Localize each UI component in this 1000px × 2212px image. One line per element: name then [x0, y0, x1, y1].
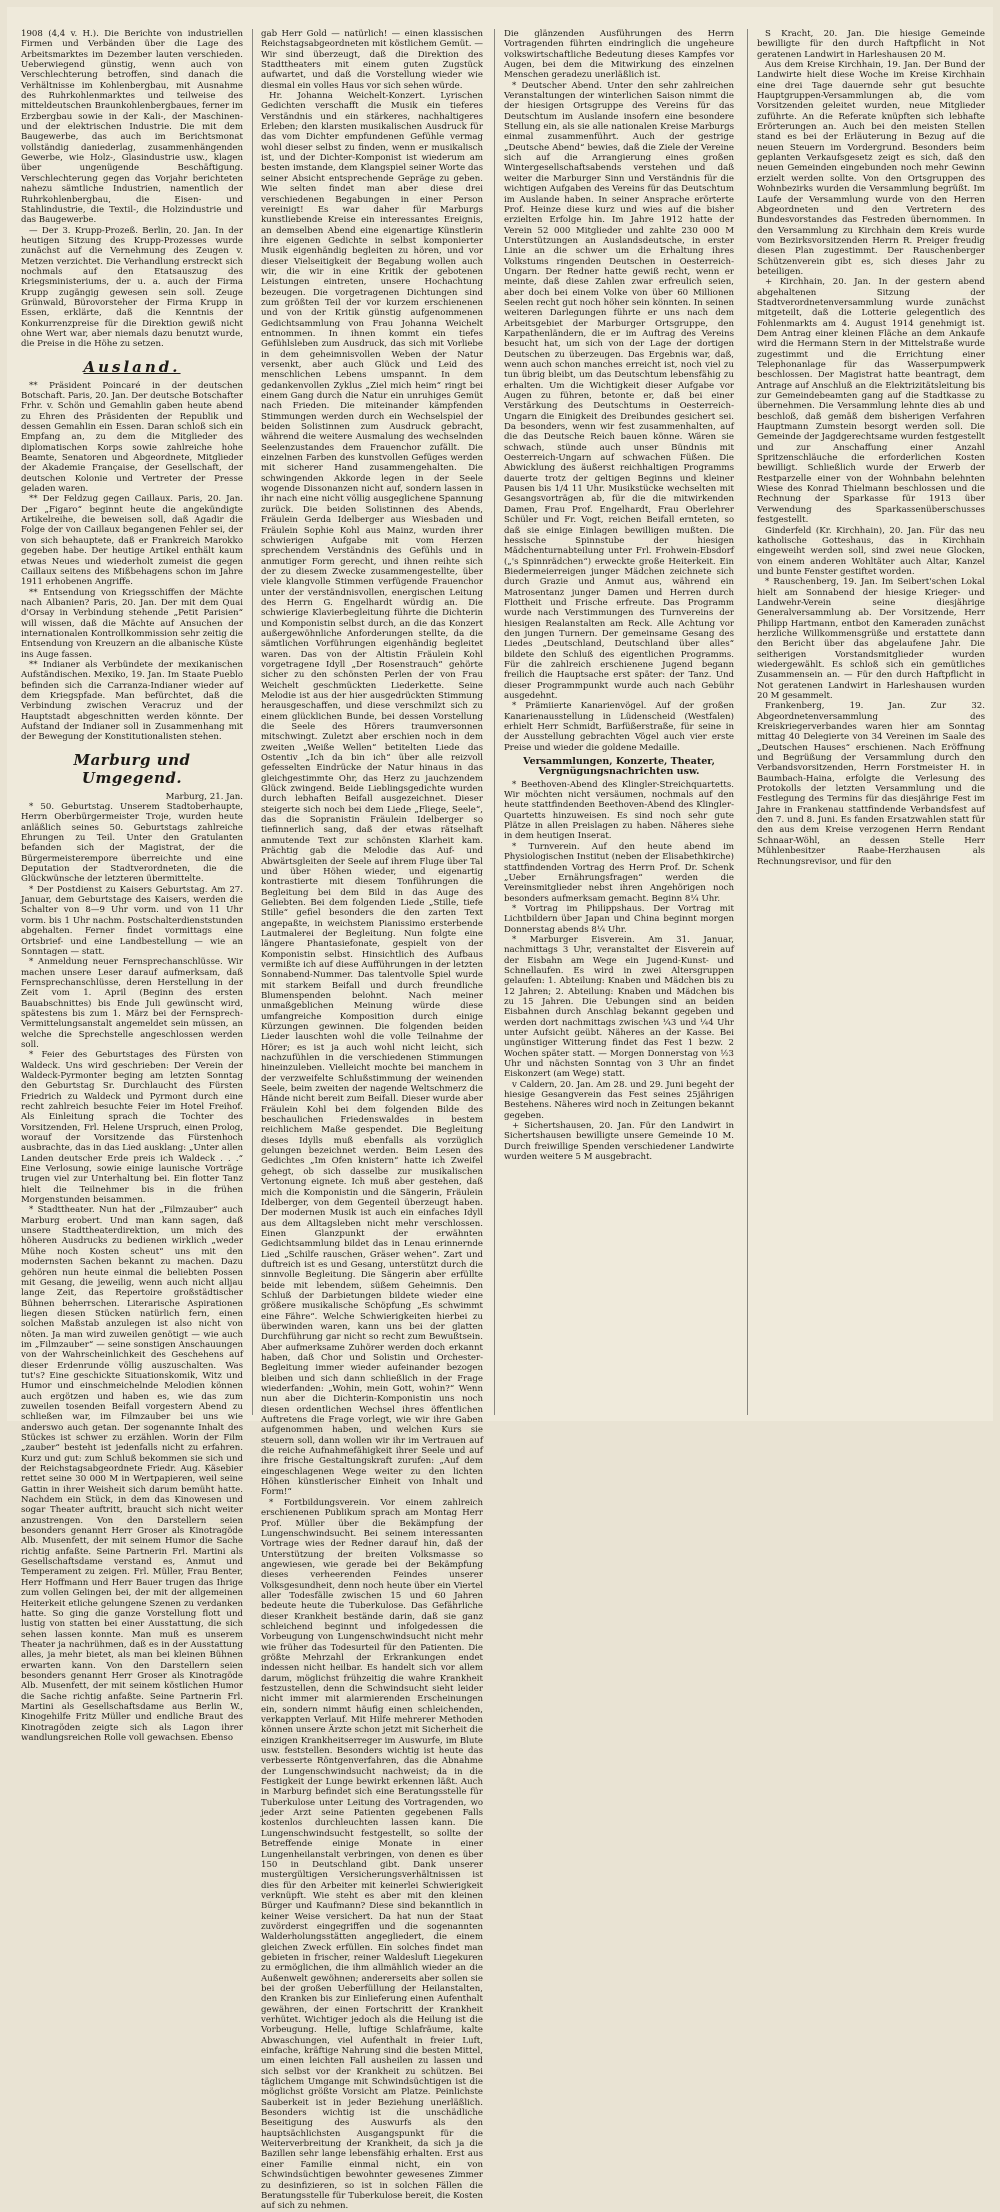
column-rule: [747, 29, 748, 1415]
column-2: [261, 29, 483, 2212]
article-fernsprech: * Anmeldung neuer Fernsprechanschlüsse. Wir machen unsere Leser darauf aufmerksam, daß Fernsprechanschlüsse, deren Herstellung in der Zeit vom 1. April (Beginn des ersten Bauabschnittes) bis Ende Juli gewünscht wird, spätestens bis zum 1. März bei der Fernsprech-Vermittelungsanstalt angemeldet sein müssen, an welche die Sprechstelle angeschlossen werden soll.: [21, 957, 243, 1050]
article-kracht: S Kracht, 20. Jan. Die hiesige Gemeinde bewilligte für den durch Haftpflicht in Not geratenen Landwirt in Harleshausen 20 M.: [757, 29, 985, 60]
article-caldern: v Caldern, 20. Jan. Am 28. und 29. Juni begeht der hiesige Gesangverein das Fest seines 25jährigen Bestehens. Näheres wird noch in Zeitungen bekannt gegeben.: [504, 1079, 734, 1121]
article-kanarienvoegel: * Prämiierte Kanarienvögel. Auf der großen Kanarienausstellung in Lüdenscheid (Westfalen) erhielt Herr Schmidt, Barfüßerstraße, für seine in der Ausstellung gebrachten Vögel auch vier erste Preise und wieder die goldene Medaille.: [504, 701, 734, 753]
article-geburtstag: * 50. Geburtstag. Unserem Stadtoberhaupte, Herrn Oberbürgermeister Troje, wurden heute anläßlich seines 50. Geburtstags zahlreiche Ehrungen zu Teil. Unter den Gratulanten befanden sich der Magistrat, der die Bürgermeisterempore überreichte und eine Deputation der Stadtverordneten, die die Glückwünsche der letzteren übermittelte.: [21, 802, 243, 885]
article-postdienst: * Der Postdienst zu Kaisers Geburtstag. Am 27. Januar, dem Geburtstage des Kaisers, werden die Schalter von 8—9 Uhr vorm. und von 11 Uhr vorm. bis 1 Uhr nachm. Postschalterdienststunden abgehalten. Ferner findet vormittags eine Ortsbrief- und eine Landbestellung — wie an Sonntagen — statt.: [21, 884, 243, 957]
article-fortbildungsverein: * Fortbildungsverein. Vor einem zahlreich erschienenen Publikum sprach am Montag Herr Prof. Müller über die Bekämpfung der Lungenschwindsucht. Bei seinem interessanten Vortrage wies der Redner darauf hin, daß der Unterstützung der breiten Volksmasse so angewiesen, wie gerade bei der Bekämpfung dieses verheerenden Feindes unserer Volksgesundheit, denn noch heute über ein Viertel aller Todesfälle zwischen 15 und 60 Jahren bedeute heute die Tuberkulose. Das Gefährliche dieser Krankheit bestände darin, daß sie ganz schleichend beginnt und infolgedessen die Vorbeugung von Lungenschwindsucht nicht mehr wie früher das Todesurteil für den Patienten. Die größte Mehrzahl der Erkrankungen endet indessen nicht heilbar. Es handelt sich vor allem darum, möglichst frühzeitig die wahre Krankheit festzustellen, denn die Schwindsucht sieht leider nicht immer mit alarmierenden Erscheinungen ein, sondern nimmt häufig einen schleichenden, verkappten Verlauf. Mit Hilfe mehrerer Methoden können unsere Ärzte schon jetzt mit Sicherheit die einzigen Krankheitserreger im Auswurfe, im Blute usw. feststellen. Besonders wichtig ist heute das verbesserte Röntgenverfahren, das die Abnahme der Lungenschwindsucht nachweist; da in die Festigkeit der Lunge bewirkt erkennen läßt. Auch in Marburg befindet sich eine Beratungsstelle für Tuberkulose unter Leitung des Vortragenden, wo jeder Arzt seine Patienten gegebenen Falls kostenlos durchleuchten lassen kann. Die Lungenschwindsucht festgestellt, so sollte der Betreffende einige Monate in einer Lungenheilanstalt verbringen, von denen es über 150 in Deutschland gibt. Dank unserer mustergültigen Versicherungsverhältnissen ist dies für den Arbeiter mit keinerlei Schwierigkeit verknüpft. Wie steht es aber mit den kleinen Bürger und Kaufmann? Diese sind bekanntlich in keiner Weise versichert. Da hat nun der Staat zuvörderst eingegriffen und die sogenannten Walderholungsstätten angegliedert, die einem gleichen Zweck erfüllen. Ein solches findet man gebieten in frischer, reiner Waldesluft Liegekuren zu ermöglichen, die ihm allmählich wieder an die Außenwelt gewöhnen; andererseits aber sollen sie bei der großen Ueberfüllung der Heilanstalten, den Kranken bis zur Einlieferung einen Aufenthalt gewähren, der einen Fortschritt der Krankheit verhütet. Wichtiger jedoch als die Heilung ist die Vorbeugung. Helle, luftige Schlafräume, kalte Abwaschungen, viel Aufenthalt in freier Luft, einfache, kräftige Nahrung sind die besten Mittel, um einen leichten Fall ausheilen zu lassen und sich selbst vor der Krankheit zu schützen. Bei täglichem Umgange mit Schwindsüchtigen ist die möglichst größte Vorsicht am Platze. Peinlichste Sauberkeit ist in jeder Beziehung unerläßlich. Besonders wichtig ist die unschädliche Beseitigung des Auswurfs als den hauptsächlichsten Ausgangspunkt für die Weiterverbreitung der Krankheit, da sich ja die Bazillen sehr lange lebensfähig erhalten. Erst aus einer Familie einmal nicht, ein von Schwindsüchtigen bewohnter gewesenes Zimmer zu desinfizieren, so ist in solchen Fällen die Beratungsstelle für Tuberkulose bereit, die Kosten auf sich zu nehmen.: [261, 1497, 483, 2212]
article-eisverein: * Marburger Eisverein. Am 31. Januar, nachmittags 3 Uhr, veranstaltet der Eisverein auf der Eisbahn am Wege ein Jugend-Kunst- und Schnellaufen. Es wird in zwei Altersgruppen gelaufen: 1. Abteilung: Knaben und Mädchen bis zu 12 Jahren; 2. Abteilung: Knaben und Mädchen bis zu 15 Jahren. Die Uebungen sind an beiden Eisbahnen durch Anschlag bekannt gegeben und werden dort nachmittags zwischen ¼3 und ¼4 Uhr unter Aufsicht geübt. Näheres an der Kasse. Bei ungünstiger Witterung findet das Fest 1 bezw. 2 Wochen später statt. — Morgen Donnerstag von ½3 Uhr und nächsten Sonntag von 3 Uhr an findet Eiskonzert (am Wege) statt.: [504, 934, 734, 1080]
article-paragraph: gab Herr Gold — natürlich! — einen klassischen Reichstagsabgeordneten mit köstlichem Gemüt. — Wir sind überzeugt, daß die Direktion des Stadttheaters mit einem guten Zugstück aufwartet, und daß die Vorstellung wieder wie diesmal ein volles Haus vor sich sehen würde.: [261, 29, 483, 91]
article-beethoven: * Beethoven-Abend des Klingler-Streichquartetts. Wir möchten nicht versäumen, nochmals auf den heute stattfindenden Beethoven-Abend des Klingler-Quartetts hinzuweisen. Es sind noch sehr gute Plätze in allen Preislagen zu haben. Näheres siehe in dem heutigen Inserat.: [504, 779, 734, 842]
section-subheading: Versammlungen, Konzerte, Theater, Vergnügungsnachrichten usw.: [523, 756, 715, 778]
article-stadttheater: * Stadttheater. Nun hat der „Filmzauber“ auch Marburg erobert. Und man kann sagen, daß unsere Stadttheaterdirektion, um mich des höheren Ausdrucks zu bedienen wirklich „weder Mühe noch Kosten scheut“ uns mit den modernsten Sachen bekannt zu machen. Dazu gehören nun heute einmal die beliebten Possen mit Gesang, die jeweilig, wenn auch nicht alljau lange Zeit, das Repertoire großstädtischer Bühnen beherrschen. Literarische Aspirationen liegen diesen Stücken natürlich fern, einen solchen Maßstab anzulegen ist also nicht von nöten. Ja man wird zuweilen genötigt — wie auch im „Filmzauber“ — seine sonstigen Anschauungen von der Wahrscheinlichkeit des Geschehens auf dieser Erdenrunde völlig auszuschalten. Was tut's? Eine geschickte Situationskomik, Witz und Humor und einschmeichelnde Melodien können auch ergötzen und haben es, wie das zum zuweilen tosenden Beifall vorgestern Abend zu schließen war, im Filmzauber bei uns wie anderswo auch getan. Der sogenannte Inhalt des Stückes ist schwer zu erzählen. Worin der Film „zauber“ besteht ist jedenfalls nicht zu erfahren. Kurz und gut: zum Schluß bekommen sie sich und der Reichstagsabgeordnete Friedr. Aug. Käsebier rettet seine 30 000 M in Wertpapieren, weil seine Gattin in ihrer Weisheit sich darum bemüht hatte. Nachdem ein Stück, in dem das Kinowesen und sogar Theater auftritt, braucht sich nicht weiter anzustrengen. Von den Darstellern seien besonders genannt Herr Groser als Kinotragöde Alb. Musenfett, der mit seinem Humor die Sache richtig anfaßte. Seine Partnerin Frl. Martini als Gesellschaftsdame verstand es, Anmut und Temperament zu zeigen. Frl. Müller, Frau Benter, Herr Hoffmann und Herr Bauer trugen das Ihrige zum vollen Gelingen bei, der mit der allgemeinen Heiterkeit etliche gelungene Szenen zu verdanken hatte. So ging die ganze Vorstellung flott und lustig von statten bei einer Ausstattung, die sich sehen lassen konnte. Man muß es unserem Theater ja nachrühmen, daß es in der Ausstattung alles, ja mehr bietet, als man bei kleinen Bühnen erwarten kann. Von den Darstellern seien besonders genannt Herr Groser als Kinotragöde Alb. Musenfett, der mit seinem köstlichen Humor die Sache richtig anfaßte. Seine Partnerin Frl. Martini als Gesellschaftsdame aus Berlin W., Kinogehilfe Fritz Müller und endliche Braut des Kinotragöden zeigte sich als Lagon ihrer wandlungsreichen Rolle voll gewachsen. Ebenso: [21, 1205, 243, 1743]
article-poincare: ** Präsident Poincaré in der deutschen Botschaft. Paris, 20. Jan. Der deutsche Botschafter Frhr. v. Schön und Gemahlin gaben heute abend zu Ehren des Präsidenten der Republik und dessen Gemahlin ein Essen. Daran schloß sich ein Empfang an, zu dem die Mitglieder des diplomatischen Korps sowie zahlreiche hohe Beamte, Senatoren und Abgeordnete, Mitglieder der Akademie Française, der Gesellschaft, der deutschen Kolonie und Vertreter der Presse geladen waren.: [21, 380, 243, 495]
article-indianer: ** Indianer als Verbündete der mexikanischen Aufständischen. Mexiko, 19. Jan. Im Staate Pueblo befinden sich die Carranza-Indianer wieder auf dem Kriegspfade. Man befürchtet, daß die Verbindung zwischen Veracruz und der Hauptstadt abgeschnitten werden könnte. Der Aufstand der Indianer soll in Zusammenhang mit der Bewegung der Konstitutionalisten stehen.: [21, 659, 243, 743]
article-turnverein: * Turnverein. Auf den heute abend im Physiologischen Institut (neben der Elisabethkirche) stattfindenden Vortrag des Herrn Prof. Dr. Schenk „Ueber Ernährungsfragen“ werden die Vereinsmitglieder nebst ihren Angehörigen noch besonders aufmerksam gemacht. Beginn 8¼ Uhr.: [504, 841, 734, 904]
article-paragraph: 1908 (4,4 v. H.). Die Berichte von industriellen Firmen und Verbänden über die Lage des Arbeitsmarktes im Dezember lauten verschieden. Ueberwiegend günstig, wenn auch von Verschlechterung betroffen, sind danach die Verhältnisse im Kohlenbergbau, mit Ausnahme des Ruhrkohlenmarktes und teilweise des mitteldeutschen Braunkohlenbergbaues, ferner im Erzbergbau sowie in der Kali-, der Maschinen- und der elektrischen Industrie. Die mit dem Baugewerbe, das auch im Berichtsmonat vollständig daniederlag, zusammenhängenden Gewerbe, wie Holz-, Glasindustrie usw., klagen über ungenügende Beschäftigung. Verschlechterung gegen das Vorjahr berichteten nahezu sämtliche Industrien, namentlich der Ruhrkohlenbergbau, die Eisen- und Stahlindustrie, die Textil-, die Holzindustrie und das Baugewerbe.: [21, 29, 243, 226]
article-kreis-kirchhain: Aus dem Kreise Kirchhain, 19. Jan. Der Bund der Landwirte hielt diese Woche im Kreise Kirchhain eine drei Tage dauernde sehr gut besuchte Hauptgruppen-Versammlungen ab, die vom Vorsitzenden geleitet wurden, neue Mitglieder zuführte. An die Referate knüpften sich lebhafte Erörterungen an. Auch bei den meisten Stellen stand es bei der Erläuterung in Bezug auf die neuen Steuern im Vordergrund. Besonders beim geplanten Verkaufsgesetz zeigt es sich, daß den neuen Gemeinden eingebunden noch mehr Gewinn erzielt werden sollte. Von den Ortsgruppen des Wohnbezirks wurden die Versammlung begrüßt. Im Laufe der Versammlung wurde von den Herren Abgeordneten und den Vertretern des Bundesvorstandes das Festreden übernommen. In den Versammlung zu Kirchhain dem Kreis wurde vom Bezirksvorsitzenden Herrn R. Preiger freudig diesen Plan zugestimmt. Der Rauschenberger Schützenverein gibt es, sich dieses Jahr zu beteiligen.: [757, 60, 985, 277]
article-krupp-prozess: — Der 3. Krupp-Prozeß. Berlin, 20. Jan. In der heutigen Sitzung des Krupp-Prozesses wurde zunächst auf die Vernehmung des Zeugen v. Metzen verzichtet. Die Verhandlung erstreckt sich nochmals auf den Etatsauszug des Kriegsministeriums, der u. a. auch der Firma Krupp zugängig gewesen sein soll. Zeuge Grünwald, Bürovorsteher der Firma Krupp in Essen, erklärte, daß die Kenntnis der Konkurrenzpreise für die Direktion gewiß nicht ohne Wert war, aber niemals dazu benutzt wurde, die Preise in die Höhe zu setzen.: [21, 225, 243, 350]
column-3: [504, 29, 734, 1415]
article-albanien: ** Entsendung von Kriegsschiffen der Mächte nach Albanien? Paris, 20. Jan. Der mit dem Quai d'Orsay in Verbindung stehende „Petit Parisien“ will wissen, daß die Mächte auf Ansuchen der internationalen Kontrollkommission sehr zeitig die Entsendung von Kreuzern an die albanische Küste ins Auge fassen.: [21, 587, 243, 660]
article-waldeck: * Feier des Geburtstages des Fürsten von Waldeck. Uns wird geschrieben: Der Verein der Waldeck-Pyrmonter beging am letzten Sonntag den Geburtstag Sr. Durchlaucht des Fürsten Friedrich zu Waldeck und Pyrmont durch eine recht zahlreich besuchte Feier im Hotel Freihof. Als Einleitung sprach die Tochter des Vorsitzenden, Frl. Helene Urspruch, einen Prolog, worauf der Vorsitzende das Fürstenhoch ausbrachte, das in das Lied ausklang: „Unter allen Landen deutscher Erde preis ich Waldeck . . .“ Eine Verlosung, sowie einige launische Vorträge trugen viel zur Unterhaltung bei. Ein flotter Tanz hielt die Teilnehmer bis in die frühen Morgenstunden beisammen.: [21, 1050, 243, 1206]
section-heading-marburg: Marburg und Umgegend.: [73, 750, 191, 787]
column-4: [757, 29, 985, 1415]
column-rule: [494, 29, 495, 1415]
article-kirchhain: + Kirchhain, 20. Jan. In der gestern abend abgehaltenen Sitzung der Stadtverordnetenversammlung wurde zunächst mitgeteilt, daß die Lotterie gelegentlich des Fohlenmarkts am 4. August 1914 genehmigt ist. Dem Antrag einer kleinen Fläche an dem Ankaufe wird die Hermann Stern in der Mittelstraße wurde zugestimmt und die Errichtung einer Telephonanlage für das Wasserpumpwerk beschlossen. Der Magistrat hatte beantragt, dem Antrage auf Anschluß an die Elektrizitätsleitung bis zur Gemeindebeamten gang auf die Stadtkasse zu übernehmen. Die Versammlung lehnte dies ab und beschloß, daß gemäß dem bisherigen Verfahren Hauptmann Zumstein besorgt werden soll. Die Gemeinde der Jagdgerechtsame wurden festgestellt und zur Anschaffung einer Anzahl Spritzenschläuche die erforderlichen Kosten bewilligt. Schließlich wurde der Erwerb der Restparzelle einer von der Wohnbahn belehnten Wiese des Konrad Thielmann beschlossen und die Rechnung der Sparkasse für 1913 über Verwendung des Sparkassenüberschusses festgestellt.: [757, 277, 985, 526]
article-rauschenberg: * Rauschenberg, 19. Jan. Im Seibert'schen Lokal hielt am Sonnabend der hiesige Krieger- und Landwehr-Verein seine diesjährige Generalversammlung ab. Der Vorsitzende, Herr Philipp Hartmann, entbot den Kameraden zunächst herzliche Willkommensgrüße und erstattete dann den Bericht über das abgelaufene Jahr. Die seitherigen Vorstandsmitglieder wurden wiedergewählt. Es schloß sich ein gemütliches Zusammensein an. — Für den durch Haftpflicht in Not geratenen Landwirt in Harleshausen wurden 20 M gesammelt.: [757, 577, 985, 701]
section-heading-ausland: Ausland.: [83, 357, 181, 376]
newspaper-page: [7, 7, 993, 2212]
article-sichertshausen: + Sichertshausen, 20. Jan. Für den Landwirt in Sichertshausen bewilligte unsere Gemeinde 10 M. Durch freiwillige Spenden verschiedener Landwirte wurden weitere 5 M ausgebracht.: [504, 1121, 734, 1163]
article-caillaux: ** Der Feldzug gegen Caillaux. Paris, 20. Jan. Der „Figaro“ beginnt heute die angekündigte Artikelreihe, die beweisen soll, daß Agadir die Folge der von Caillaux begangenen Fehler sei, der von sich behauptete, daß er Frankreich Marokko gegeben habe. Der heutige Artikel enthält kaum etwas Neues und wiederholt zumeist die gegen Caillaux seitens des Mißbehagens schon im Jahre 1911 erhobenen Angriffe.: [21, 494, 243, 588]
article-frankenberg: Frankenberg, 19. Jan. Zur 32. Abgeordnetenversammlung des Kreiskriegerverbandes waren hier am Sonntag mittag 40 Delegierte von 34 Vereinen im Saale des „Deutschen Hauses“ erschienen. Nach Eröffnung und Begrüßung der Versammlung durch den Verbandsvorsitzenden, Herrn Forstmeister H. in Baumbach-Haina, erfolgte die Verlesung des Protokolls der letzten Versammlung und die Festlegung des Termins für das diesjährige Fest im Jahre in Frankenau stattfindende Verbandsfest auf den 7. und 8. Juni. Es fanden Ersatzwahlen statt für den aus dem Kreise verzogenen Herrn Rendant Schnaar-Wöhl, an dessen Stelle Herr Mühlenbesitzer Raabe-Herzhausen als Rechnungsrevisor, und für den: [757, 701, 985, 867]
column-1: [21, 29, 243, 1743]
column-rule: [252, 29, 253, 1415]
article-weichelt-konzert: Hr. Johanna Weichelt-Konzert. Lyrischen Gedichten verschafft die Musik ein tieferes Verständnis und ein stärkeres, nachhaltigeres Erleben; den klarsten musikalischen Ausdruck für das vom Dichter empfundenen Gefühle vermag wohl dieser selbst zu finden, wenn er musikalisch ist, und der Dichter-Komponist ist wiederum am besten imstande, dem Klangspiel seiner Worte das seiner Absicht entsprechende Gepräge zu geben. Wie selten findet man aber diese drei verschiedenen Begabungen in einer Person vereinigt! Es war daher für Marburgs kunstliebende Kreise ein interessantes Ereignis, an demselben Abend eine eigenartige Künstlerin ihre eigenen Gedichte in selbst komponierter Musik eigenhändig begleiten zu hören, und vor dieser Vielseitigkeit der Begabung wollen auch wir, die wir in eine Kritik der gebotenen Leistungen eintreten, unsere Hochachtung bezeugen. Die vorgetragenen Dichtungen sind zum größten Teil der vor kurzem erschienenen und von der Kritik günstig aufgenommenen Gedichtsammlung von Frau Johanna Weichelt entnommen. In ihnen kommt ein tiefes Gefühlsleben zum Ausdruck, das sich mit Vorliebe in dem geheimnisvollen Weben der Natur versenkt, aber auch Glück und Leid des menschlichen Lebens umspannt. In dem gedankenvollen Zyklus „Ziel mich heim“ ringt bei einem Gang durch die Natur ein unruhiges Gemüt nach Frieden. Die miteinander kämpfenden Stimmungen werden durch ein Wechselspiel der beiden Solistinnen zum Ausdruck gebracht, während die weitere Ausmalung des wechselnden Seelenzustandes dem Frauenchor zufällt. Die einzelnen Farben des kunstvollen Gefüges werden mit sicherer Hand zusammengehalten. Die schwingenden Akkorde legen in der Seele wogende Dissonanzen nicht auf, sondern lassen in ihr nach eine nicht völlig ausgeglichene Spannung zurück. Die beiden Solistinnen des Abends, Fräulein Gerda Idelberger aus Wiesbaden und Fräulein Sophie Kohl aus Mainz, wurden ihrer schwierigen Aufgabe mit vom Herzen sprechendem Verständnis des Gefühls und in anmutiger Form gerecht, und ihnen reihte sich der zu diesem Zwecke zusammengestellte, über viele klangvolle Stimmen verfügende Frauenchor unter der verständnisvollen, energischen Leitung des Herrn G. Engelhardt würdig an. Die schwierige Klavierbegleitung führte die Dichterin und Komponistin selbst durch, an die das Konzert außergewöhnliche Anforderungen stellte, da die sämtlichen Vorführungen eigenhändig begleitet waren. Das von der Altistin Fräulein Kohl vorgetragene Idyll „Der Rosenstrauch“ gehörte sicher zu den schönsten Perlen der von Frau Weichelt geschmückten Liederkette. Seine Melodie ist aus der hier ausgedrückten Stimmung herausgeschaffen, und diese verschmilzt sich zu einem glücklichen Bunde, bei dessen Vorstellung die Seele des Hörers traumversonnen mitschwingt. Zuletzt aber erschien noch in dem zweiten „Weiße Wellen“ betitelten Liede das Ostentiv „Ich da bin ich“ über alle reizvoll gefesselten Eindrücke der Natur hinaus in das gleichgestimmte Ohr, das Herz zu jauchzendem Glück zwingend. Beide Lieblingsgedichte wurden durch lebhaften Beifall ausgezeichnet. Dieser steigerte sich noch bei dem Liede „Fliege, Seele“, das die Sopranistin Fräulein Idelberger so tiefinnerlich sang, daß der etwas rätselhaft anmutende Text zur schönsten Klarheit kam. Prächtig gab die Melodie das Auf- und Abwärtsgleiten der Seele auf ihrem Fluge über Tal und über Höhen wieder, und eigenartig kontrastierte mit diesem Tonführungen die Begleitung bei dem Bild in das Auge des Geliebten. Bei dem folgenden Liede „Stille, tiefe Stille“ gefiel besonders die den zarten Text angepaßte, in weichstem Pianissimo ersterbende Lautmalerei der Begleitung. Nun folgte eine längere Phantasiefonate, gespielt von der Komponistin selbst. Hinsichtlich des Aufbaus vermißte ich auf diese Aufführungen in der letzten Sonnabend-Nummer. Das talentvolle Spiel wurde mit starkem Beifall und durch freundliche Blumenspenden belohnt. Nach meiner unmaßgeblichen Meinung würde diese umfangreiche Komposition durch einige Kürzungen gewinnen. Die folgenden beiden Lieder lauschten wohl die volle Teilnahme der Hörer; es ist ja auch wohl nicht leicht, sich nachzufühlen in die verschiedenen Stimmungen hineinzuleben. Vielleicht mochte bei manchem in der verzweifelte Schlußstimmung der weinenden Seele, beim zweiten der nagende Weltschmerz die Hände nicht bereit zum Beifall. Dieser wurde aber Fräulein Kohl bei dem folgenden Bilde des beschaulichen Friedenswaldes in bestem reichlichem Maße gespendet. Die Begleitung dieses Idylls muß ebenfalls als vorzüglich gelungen bezeichnet werden. Beim Lesen des Gedichtes „Im Ofen knistern“ hatte ich Zweifel gehegt, ob sich dasselbe zur musikalischen Vertonung eignete. Ich muß aber gestehen, daß mich die Komponistin und die Sängerin, Fräulein Idelberger, von dem Gegenteil überzeugt haben. Der modernen Musik ist auch ein einfaches Idyll aus dem Alltagsleben nicht mehr verschlossen. Einen Glanzpunkt der erwähnten Gedichtsammlung bildet das in Lenau erinnernde Lied „Schilfe rauschen, Gräser wehen“. Zart und duftreich ist es und Gesang, unterstützt durch die sinnvolle Begleitung. Die Sängerin aber erfüllte beide mit lebendem, süßem Geheimnis. Den Schluß der Darbietungen bildete wieder eine größere musikalische Schöpfung „Es schwimmt eine Fähre“. Welche Schwierigkeiten hierbei zu überwinden waren, kann uns bei der glatten Durchführung gar nicht so recht zum Bewußtsein. Aber aufmerksame Zuhörer werden doch erkannt haben, daß Chor und Solistin und Orchester-Begleitung immer wieder aufeinander bezogen bleiben und sich dann schließlich in der Frage wiederfanden: „Wohin, mein Gott, wohin?“ Wenn nun aber die Dichterin-Komponistin uns noch diesen ordentlichen Wechsel ihres öffentlichen Auftretens die Frage vorlegt, wie wir ihre Gaben aufgenommen haben, und welchen Kurs sie steuern soll, dann wollen wir ihr im Vertrauen auf die reiche Aufnahmefähigkeit ihrer Seele und auf ihre frische Gestaltungskraft zurufen: „Auf dem eingeschlagenen Wege weiter zu den lichten Höhen künstlerischer Einheit von Inhalt und Form!“: [261, 91, 483, 1498]
dateline: Marburg, 21. Jan.: [165, 791, 243, 802]
article-philippshaus: * Vortrag im Philippshaus. Der Vortrag mit Lichtbildern über Japan und China beginnt morgen Donnerstag abends 8¼ Uhr.: [504, 903, 734, 935]
article-deutscher-abend: * Deutscher Abend. Unter den sehr zahlreichen Veranstaltungen der winterlichen Saison nimmt die der hiesigen Ortsgruppe des Vereins für das Deutschtum im Auslande insofern eine besondere Stellung ein, als sie alle nationalen Kreise Marburgs einmal zusammenführt. Auch der gestrige „Deutsche Abend“ bewies, daß die Ziele der Vereine sich auf die Arrangierung eines großen Wintergesellschaftsabends verstehen und daß weiter die Marburger Sinn und Verständnis für die wichtigen Aufgaben des Vereins für das Deutschtum im Auslande haben. In seiner Ansprache erörterte Prof. Heinze diese kurz und wies auf die bisher erzielten Erfolge hin. Im Jahre 1912 hatte der Verein 52 000 Mitglieder und zahlte 230 000 M Unterstützungen an Auslandsdeutsche, in erster Linie an die schwer um die Erhaltung ihres Volkstums ringenden Deutschen in Oesterreich-Ungarn. Der Redner hatte gewiß recht, wenn er meinte, daß diese Zahlen zwar erfreulich seien, aber doch bei einem Volke von über 60 Millionen Seelen recht gut noch höher sein könnten. In seinen weiteren Darlegungen führte er uns nach dem Arbeitsgebiet der Marburger Ortsgruppe, den Karpathenländern, die er im Auftrag des Vereins besucht hat, um sich von der Lage der dortigen Deutschen zu überzeugen. Das Ergebnis war, daß, wenn auch schon manches erreicht ist, noch viel zu tun übrig bleibt, um das Deutschtum lebensfähig zu erhalten. Um die Wichtigkeit dieser Aufgabe vor Augen zu führen, betonte er, daß bei einer Verstärkung des Deutschtums in Oesterreich-Ungarn die Einigkeit des Dreibundes gesichert sei. Da besonders, wenn wir fest zusammenhalten, auf die das Deutsche Reich bauen könne. Wären sie schwach, stünde auch unser Bündnis mit Oesterreich-Ungarn auf schwachen Füßen. Die Abwicklung des äußerst reichhaltigen Programms dauerte trotz der geltigen Beginns und kleiner Pausen bis 1/4 11 Uhr. Musikstücke wechselten mit Gesangsvorträgen ab, für die die mitwirkenden Damen, Frau Prof. Engelhardt, Frau Oberlehrer Schüler und Fr. Vogt, reichen Beifall ernteten, so daß sie einige Einlagen bewilligen mußten. Die hessische Spinnstube der hiesigen Mädchenturnabteilung unter Frl. Frohwein-Ebsdorf („'s Spinnrädchen“) erweckte große Heiterkeit. Ein Biedermeierreigen junger Mädchen zeichnete sich durch Grazie und Anmut aus, während ein Matrosentanz junger Damen und Herren durch Flottheit und Frische erfreute. Das Programm wurde nach Verstimmungen des Turnvereins der hiesigen Realanstalten am Reck. Alle Achtung vor den jungen Turnern. Der gemeinsame Gesang des Liedes „Deutschland, Deutschland über alles“ bildete den Schluß des eigentlichen Programms. Für die zahlreich erschienene Jugend begann freilich die Hauptsache erst später: der Tanz. Und dieser Programmpunkt wurde auch nach Gebühr ausgedehnt.: [504, 80, 734, 701]
article-paragraph: Die glänzenden Ausführungen des Herrn Vortragenden führten eindringlich die ungeheure volkswirtschaftliche Bedeutung dieses Kampfes vor Augen, bei dem die Mitwirkung des einzelnen Menschen geradezu unerläßlich ist.: [504, 29, 734, 81]
article-ginderfeld: Ginderfeld (Kr. Kirchhain), 20. Jan. Für das neu katholische Gotteshaus, das in Kirchhain eingeweiht werden soll, sind zwei neue Glocken, von einem anderen Wohltäter auch Altar, Kanzel und bunte Fenster gestiftet worden.: [757, 525, 985, 577]
